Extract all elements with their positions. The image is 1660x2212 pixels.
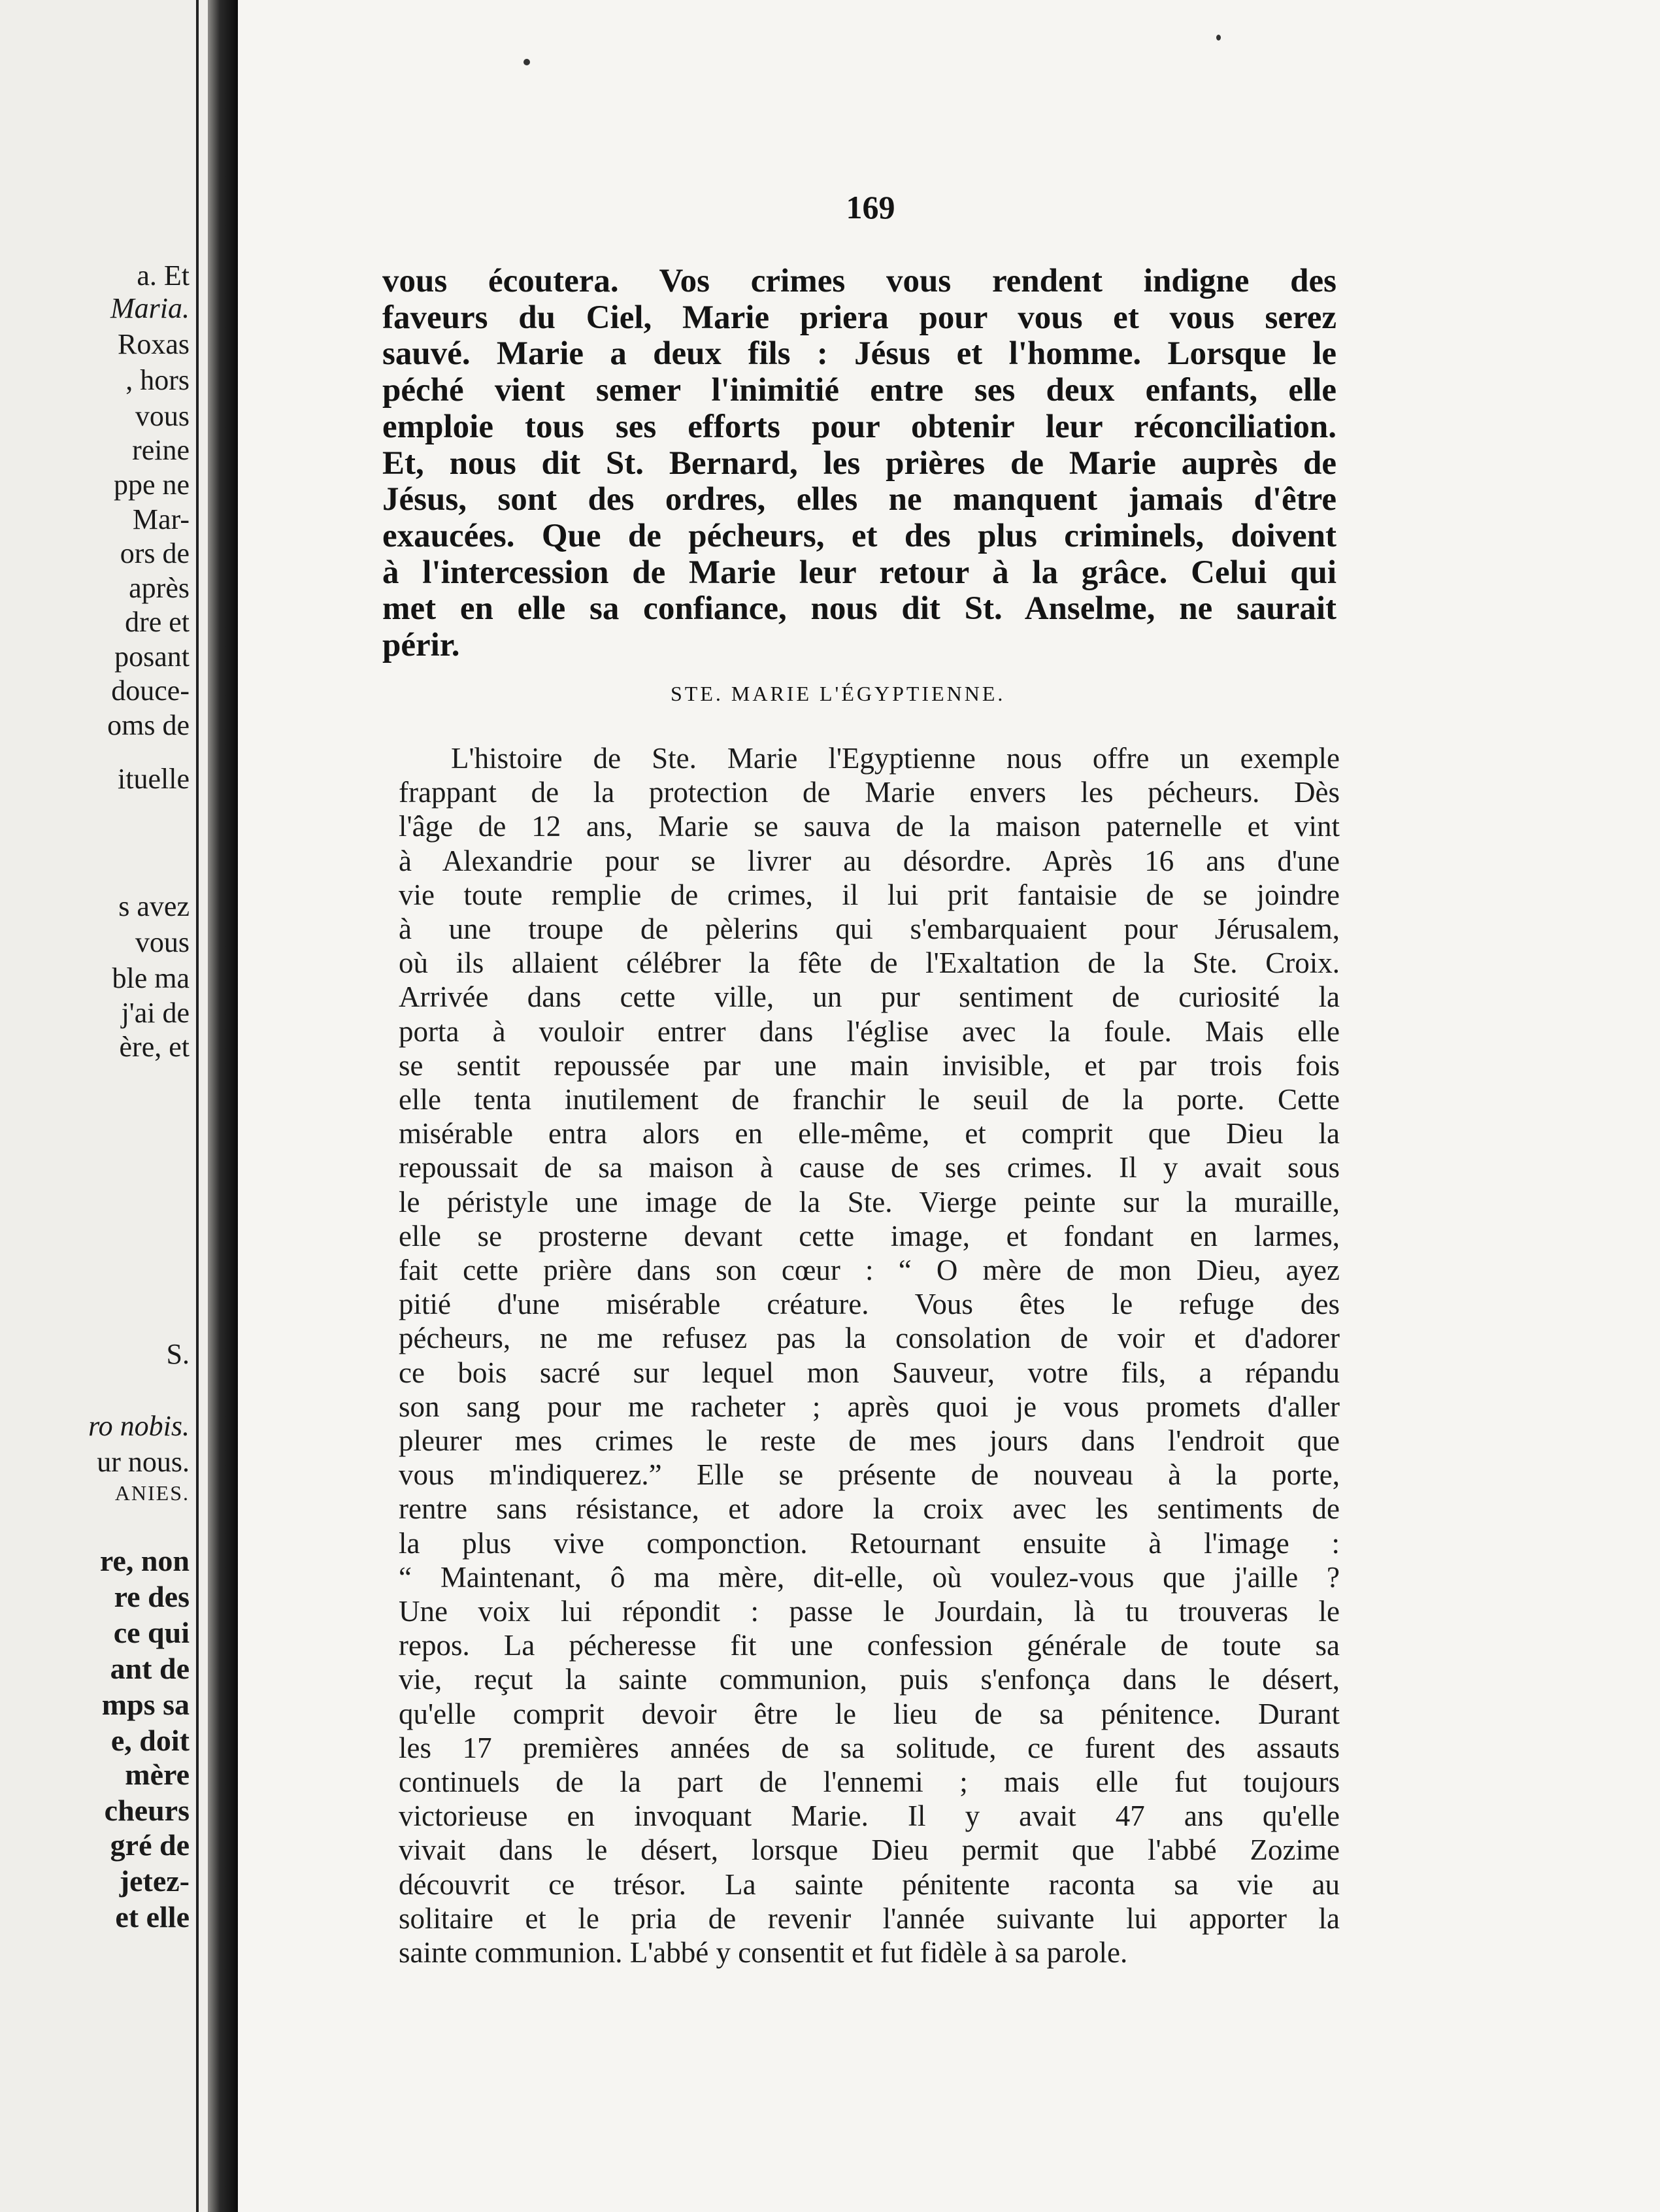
left-page-line: ur nous. [97, 1446, 190, 1478]
paragraph-1-line: Et, nous dit St. Bernard, les prières de Marie auprès de [382, 445, 1336, 482]
paragraph-2-line: à Alexandrie pour se livrer au désordre. Après 16 ans d'une [399, 845, 1340, 877]
paragraph-2-line: pleurer mes crimes le reste de mes jours dans l'endroit que [399, 1424, 1340, 1457]
page-edge-rule [196, 0, 199, 2212]
left-page-line: a. Et [137, 260, 190, 292]
paragraph-2-line: vivait dans le désert, lorsque Dieu permit que l'abbé Zozime [399, 1834, 1340, 1866]
left-page-line: ro nobis. [88, 1410, 190, 1442]
paragraph-2-line: victorieuse en invoquant Marie. Il y avait 47 ans qu'elle [399, 1800, 1340, 1832]
paragraph-1-line: met en elle sa confiance, nous dit St. Anselme, ne saurait [382, 590, 1336, 627]
left-page-line: re des [114, 1580, 190, 1613]
book-gutter-shadow [208, 0, 238, 2212]
paragraph-2-line: découvrit ce trésor. La sainte pénitente raconta sa vie au [399, 1868, 1340, 1901]
ink-speck [1216, 35, 1221, 41]
paragraph-2-line: à une troupe de pèlerins qui s'embarquaient pour Jérusalem, [399, 913, 1340, 945]
left-page-line: oms de [107, 709, 190, 741]
paragraph-1-line: Jésus, sont des ordres, elles ne manquent jamais d'être [382, 481, 1336, 518]
left-page-line: S. [166, 1338, 190, 1370]
paragraph-1-line: exaucées. Que de pécheurs, et des plus criminels, doivent [382, 518, 1336, 554]
left-page-line: ppe ne [113, 469, 190, 501]
left-page-line: ce qui [113, 1616, 190, 1649]
left-page-line: vous [135, 400, 190, 432]
paragraph-2-line: L'histoire de Ste. Marie l'Egyptienne nous offre un exemple [451, 742, 1340, 775]
paragraph-2-line: Arrivée dans cette ville, un pur sentiment de curiosité la [399, 980, 1340, 1013]
left-page-line: cheurs [104, 1794, 190, 1827]
left-page-line: et elle [115, 1900, 190, 1934]
left-page-line: gré de [110, 1828, 190, 1862]
paragraph-1-line: emploie tous ses efforts pour obtenir leur réconciliation. [382, 409, 1336, 445]
paragraph-2-line: elle se prosterne devant cette image, et fondant en larmes, [399, 1220, 1340, 1252]
paragraph-1-line: périr. [382, 627, 460, 663]
paragraph-2-line: ce bois sacré sur lequel mon Sauveur, votre fils, a répandu [399, 1356, 1340, 1389]
section-heading: STE. MARIE L'ÉGYPTIENNE. [671, 682, 1006, 705]
left-page-line: mps sa [101, 1688, 190, 1721]
paragraph-2-line: porta à vouloir entrer dans l'église avec la foule. Mais elle [399, 1015, 1340, 1048]
left-page-line: Mar- [132, 503, 190, 535]
left-page-line: ituelle [118, 763, 190, 795]
paragraph-1-line: vous écoutera. Vos crimes vous rendent indigne des [382, 263, 1336, 299]
paragraph-2-line: repos. La pécheresse fit une confession générale de toute sa [399, 1629, 1340, 1662]
paragraph-2-line: vie, reçut la sainte communion, puis s'enfonça dans le désert, [399, 1663, 1340, 1696]
left-page-line: ANIES. [114, 1481, 190, 1505]
left-page-line: j'ai de [121, 997, 190, 1029]
paragraph-2-line: la plus vive componction. Retournant ensuite à l'image : [399, 1527, 1340, 1560]
page-number: 169 [846, 189, 895, 226]
left-page-line: ère, et [119, 1031, 190, 1063]
paragraph-2-line: se sentit repoussée par une main invisible, et par trois fois [399, 1049, 1340, 1082]
paragraph-2-line: son sang pour me racheter ; après quoi je vous promets d'aller [399, 1390, 1340, 1423]
paragraph-2-line: qu'elle comprit devoir être le lieu de sa pénitence. Durant [399, 1698, 1340, 1730]
paragraph-2-line: misérable entra alors en elle-même, et comprit que Dieu la [399, 1117, 1340, 1150]
left-facing-page-fragment [0, 0, 216, 2212]
left-page-line: dre et [125, 606, 190, 638]
paragraph-2-line: frappant de la protection de Marie envers les pécheurs. Dès [399, 776, 1340, 809]
paragraph-2-line: où ils allaient célébrer la fête de l'Exaltation de la Ste. Croix. [399, 947, 1340, 979]
left-page-line: mère [125, 1758, 190, 1791]
paragraph-1-line: sauvé. Marie a deux fils : Jésus et l'homme. Lorsque le [382, 335, 1336, 372]
paragraph-1-line: à l'intercession de Marie leur retour à la grâce. Celui qui [382, 554, 1336, 591]
paragraph-2-line: “ Maintenant, ô ma mère, dit-elle, où voulez-vous que j'aille ? [399, 1561, 1340, 1594]
paragraph-2-line: sainte communion. L'abbé y consentit et fut fidèle à sa parole. [399, 1936, 1128, 1969]
paragraph-2-line: solitaire et le pria de revenir l'année suivante lui apporter la [399, 1902, 1340, 1935]
paragraph-2-line: le péristyle une image de la Ste. Vierge peinte sur la muraille, [399, 1186, 1340, 1218]
left-page-line: reine [132, 434, 190, 466]
left-page-line: ant de [110, 1652, 190, 1685]
left-page-line: douce- [111, 675, 190, 707]
ink-speck [523, 59, 530, 65]
paragraph-2-line: fait cette prière dans son cœur : “ O mère de mon Dieu, ayez [399, 1254, 1340, 1286]
left-page-line: Maria. [110, 292, 190, 324]
left-page-line: Roxas [118, 328, 190, 360]
left-page-line: e, doit [110, 1724, 190, 1757]
left-page-line: ble ma [112, 962, 190, 994]
left-page-line: vous [135, 926, 190, 958]
left-page-line: posant [114, 641, 190, 673]
paragraph-2-line: les 17 premières années de sa solitude, ce furent des assauts [399, 1732, 1340, 1764]
paragraph-2-line: l'âge de 12 ans, Marie se sauva de la maison paternelle et vint [399, 810, 1340, 843]
left-page-line: , hors [125, 364, 190, 396]
left-page-line: s avez [118, 890, 190, 922]
paragraph-2-line: Une voix lui répondit : passe le Jourdain, là tu trouveras le [399, 1595, 1340, 1628]
paragraph-2-line: rentre sans résistance, et adore la croix avec les sentiments de [399, 1492, 1340, 1525]
paragraph-2-line: continuels de la part de l'ennemi ; mais elle fut toujours [399, 1766, 1340, 1798]
paragraph-2-line: pitié d'une misérable créature. Vous êtes le refuge des [399, 1288, 1340, 1320]
paragraph-1-line: péché vient semer l'inimitié entre ses deux enfants, elle [382, 372, 1336, 409]
left-page-line: après [129, 572, 190, 604]
paragraph-2-line: elle tenta inutilement de franchir le seuil de la porte. Cette [399, 1083, 1340, 1116]
left-page-line: re, non [99, 1544, 190, 1577]
paragraph-2-line: pécheurs, ne me refusez pas la consolation de voir et d'adorer [399, 1322, 1340, 1354]
paragraph-2-line: repoussait de sa maison à cause de ses crimes. Il y avait sous [399, 1151, 1340, 1184]
paragraph-2-line: vie toute remplie de crimes, il lui prit fantaisie de se joindre [399, 879, 1340, 911]
paragraph-1-line: faveurs du Ciel, Marie priera pour vous et vous serez [382, 299, 1336, 336]
left-page-line: jetez- [119, 1864, 190, 1898]
left-page-line: ors de [120, 537, 190, 569]
paragraph-2-line: vous m'indiquerez.” Elle se présente de nouveau à la porte, [399, 1458, 1340, 1491]
